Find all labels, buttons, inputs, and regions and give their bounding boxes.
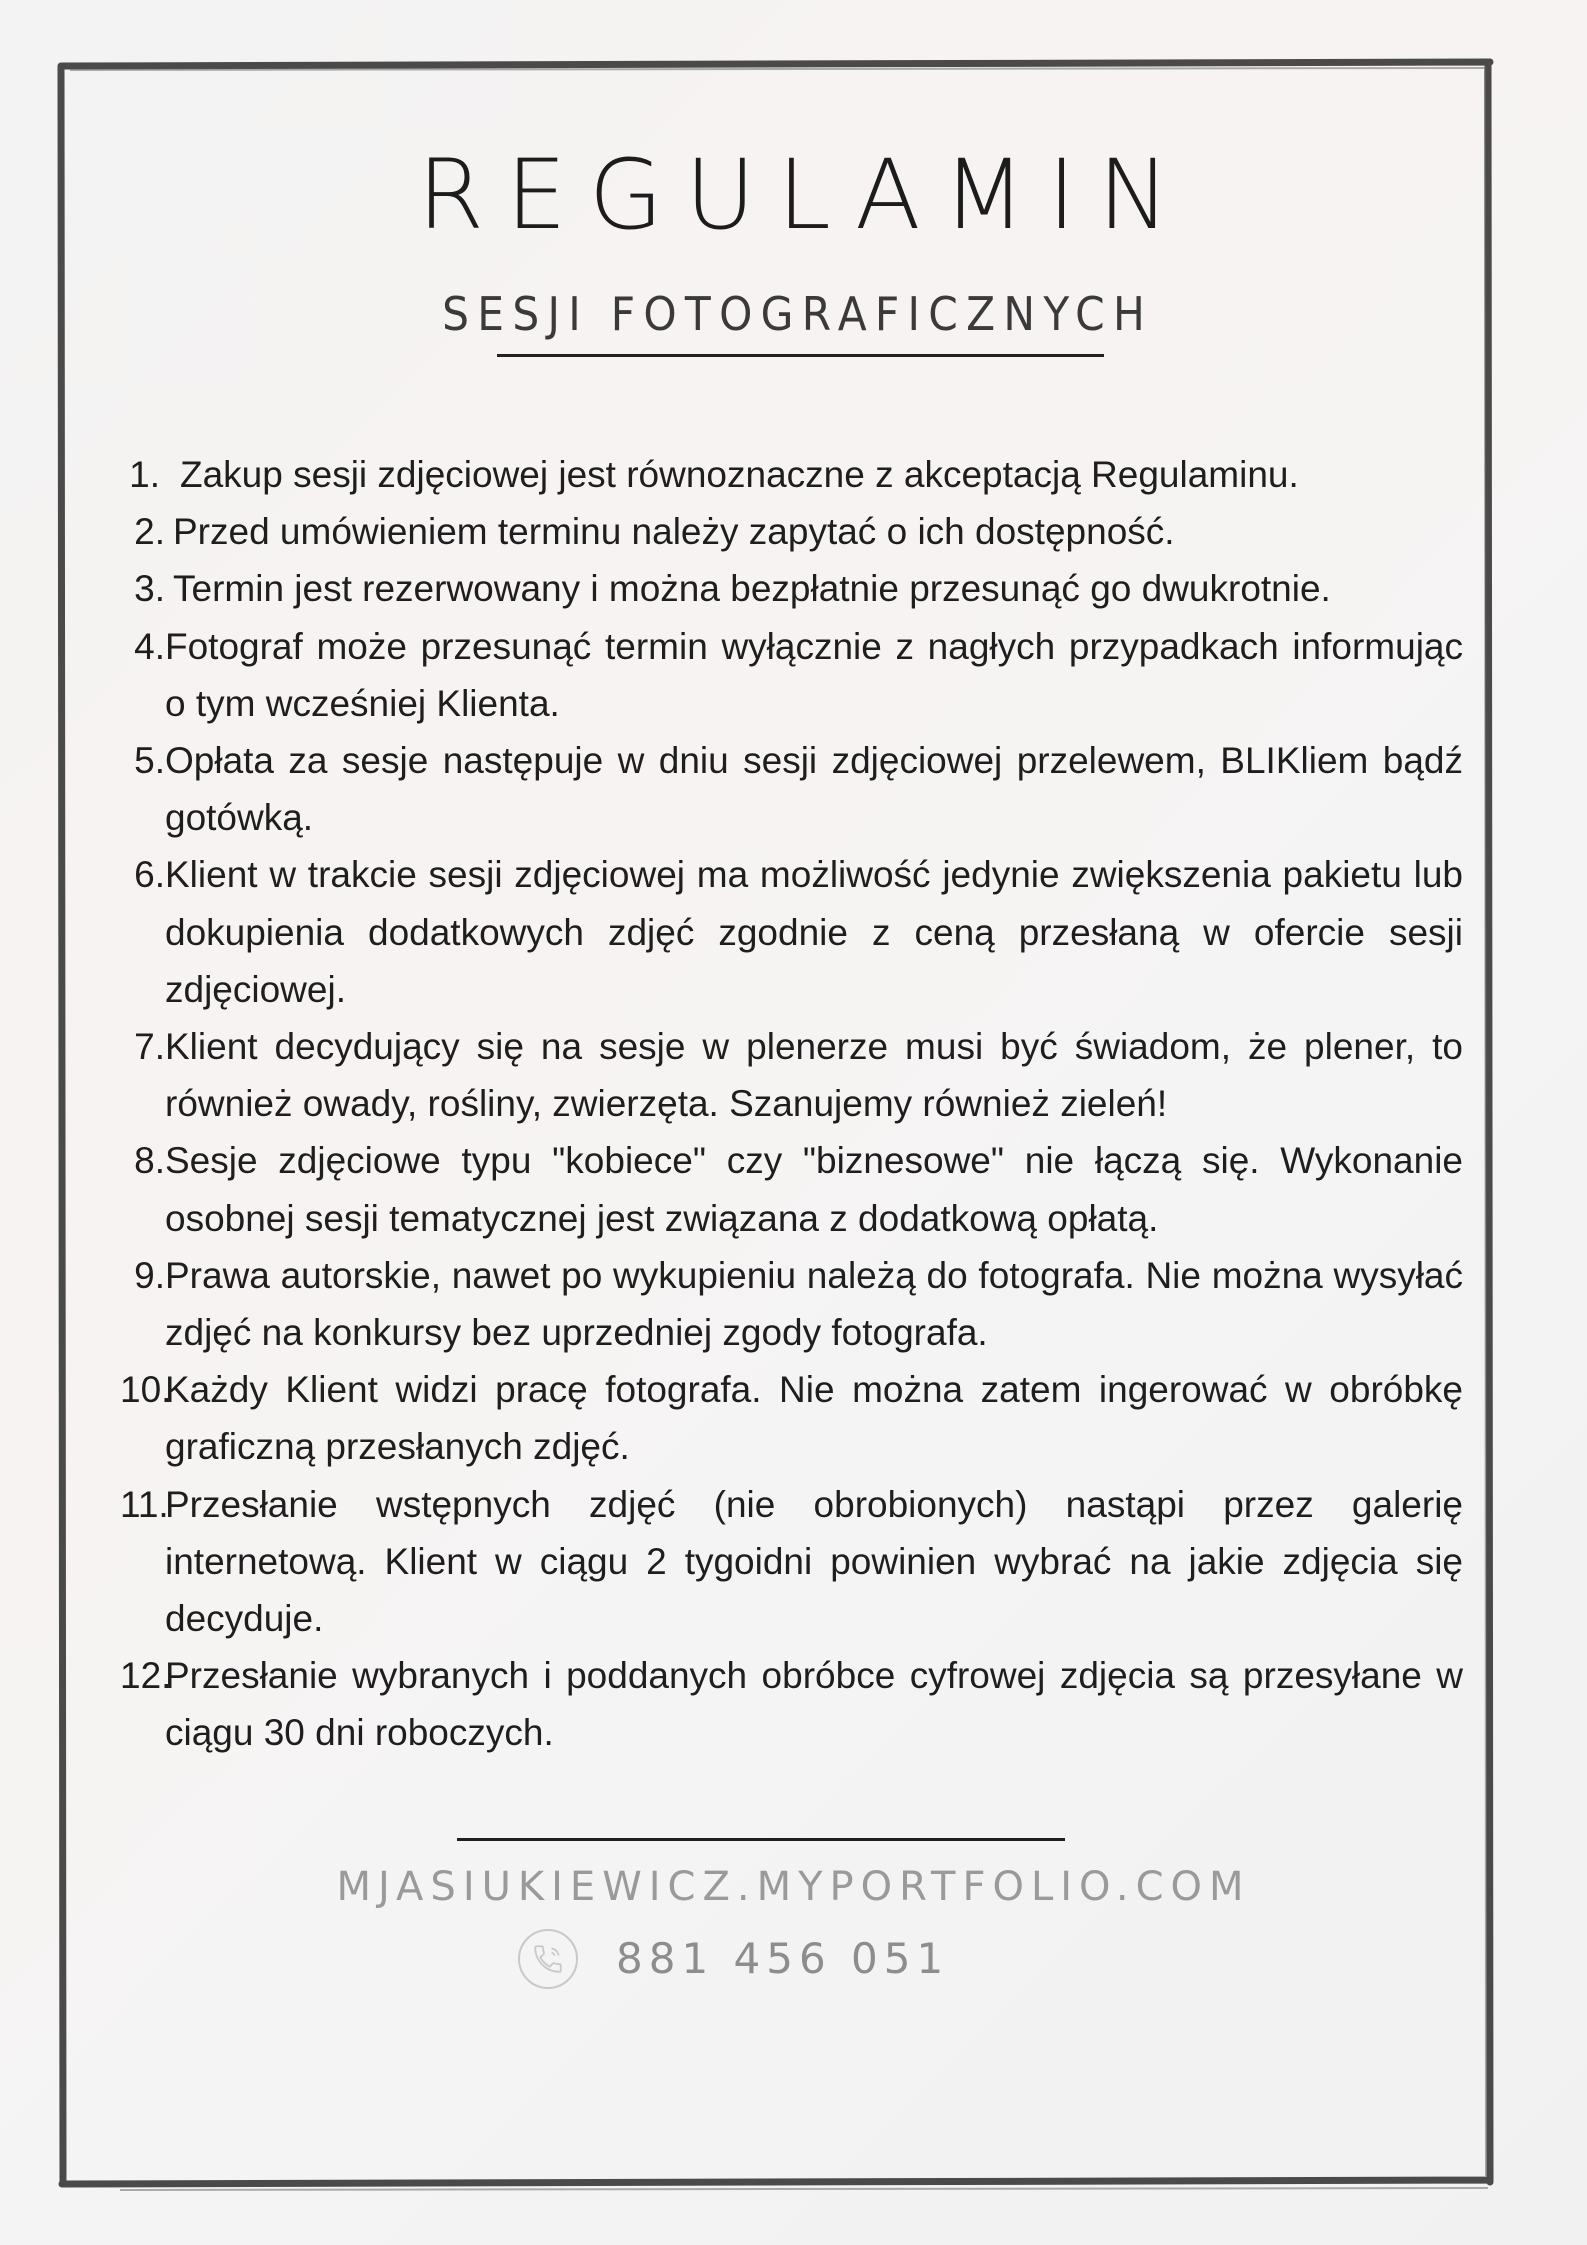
rule-number: 8. <box>134 1140 165 1182</box>
rule-number: 11. <box>120 1483 169 1525</box>
phone-contact <box>518 1928 949 1990</box>
rule-number: 2. <box>134 511 165 553</box>
rule-item <box>120 560 1463 617</box>
page-title: REGULAMIN <box>417 139 1192 251</box>
rule-text: Prawa autorskie, nawet po wykupieniu należą do fotografa. Nie można wysyłać zdjęć na konkursy bez uprzedniej zgody fotografa. <box>165 1254 1463 1354</box>
rule-number: 1. <box>129 454 160 495</box>
rule-number: 9. <box>134 1254 165 1296</box>
rule-item <box>120 446 1463 503</box>
rule-text: Zakup sesji zdjęciowej jest równoznaczne z akceptacją Regulaminu. <box>180 454 1299 495</box>
rule-number: 12. <box>120 1655 172 1697</box>
rule-text: Termin jest rezerwowany i można bezpłatnie przesunąć go dwukrotnie. <box>173 568 1331 610</box>
phone-number[interactable]: 881 456 051 <box>616 1934 950 1983</box>
rule-text: Klient w trakcie sesji zdjęciowej ma możliwość jedynie zwiększenia pakietu lub dokupienia dodatkowych zdjęć zgodnie z ceną przesłaną w ofercie sesji zdjęciowej. <box>165 854 1463 1010</box>
rule-item <box>120 846 1463 1018</box>
rule-item <box>120 1018 1463 1132</box>
rule-text: Klient decydujący się na sesje w plenerze musi być świadom, że plener, to również owady, rośliny, zwierzęta. Szanujemy również zieleń! <box>165 1026 1463 1125</box>
rule-item <box>120 1647 1463 1761</box>
rule-text: Przesłanie wstępnych zdjęć (nie obrobionych) nastąpi przez galerię internetową. Klient w ciągu 2 tygoidni powinien wybrać na jakie zdjęcia się decyduje. <box>165 1483 1463 1640</box>
rule-text: Sesje zdjęciowe typu "kobiece" czy "biznesowe" nie łączą się. Wykonanie osobnej sesji tematycznej jest związana z dodatkową opłatą. <box>165 1140 1463 1239</box>
rule-text: Każdy Klient widzi pracę fotografa. Nie można zatem ingerować w obróbkę graficzną przesłanych zdjęć. <box>165 1369 1463 1468</box>
rule-text: Przed umówieniem terminu należy zapytać o ich dostępność. <box>173 511 1175 553</box>
rules-list <box>120 446 1508 1762</box>
page-subtitle: SESJI FOTOGRAFICZNYCH <box>442 287 1154 341</box>
rule-number: 6. <box>134 854 165 896</box>
rule-text: Fotograf może przesunąć termin wyłącznie z nagłych przypadkach informując o tym wcześniej Klienta. <box>165 625 1463 724</box>
rule-item <box>120 732 1463 846</box>
website-link[interactable]: MJASIUKIEWICZ.MYPORTFOLIO.COM <box>336 1864 1251 1910</box>
footer-divider <box>457 1838 1065 1841</box>
rule-item <box>120 1247 1463 1361</box>
rule-item <box>120 618 1463 732</box>
rule-item <box>120 1476 1463 1648</box>
rule-text: Przesłanie wybranych i poddanych obróbce cyfrowej zdjęcia są przesyłane w ciągu 30 dni roboczych. <box>165 1655 1463 1754</box>
rule-number: 10. <box>120 1369 172 1411</box>
rule-number: 3. <box>134 568 165 610</box>
phone-icon <box>518 1929 578 1989</box>
rule-number: 4. <box>134 625 165 667</box>
rule-text: Opłata za sesje następuje w dniu sesji zdjęciowej przelewem, BLIKliem bądź gotówką. <box>165 740 1463 839</box>
rule-number: 7. <box>134 1026 165 1068</box>
rule-item <box>120 1361 1463 1475</box>
subtitle-divider <box>497 354 1104 357</box>
rule-item <box>120 503 1463 560</box>
rule-number: 5. <box>134 740 165 782</box>
rule-item <box>120 1132 1463 1246</box>
